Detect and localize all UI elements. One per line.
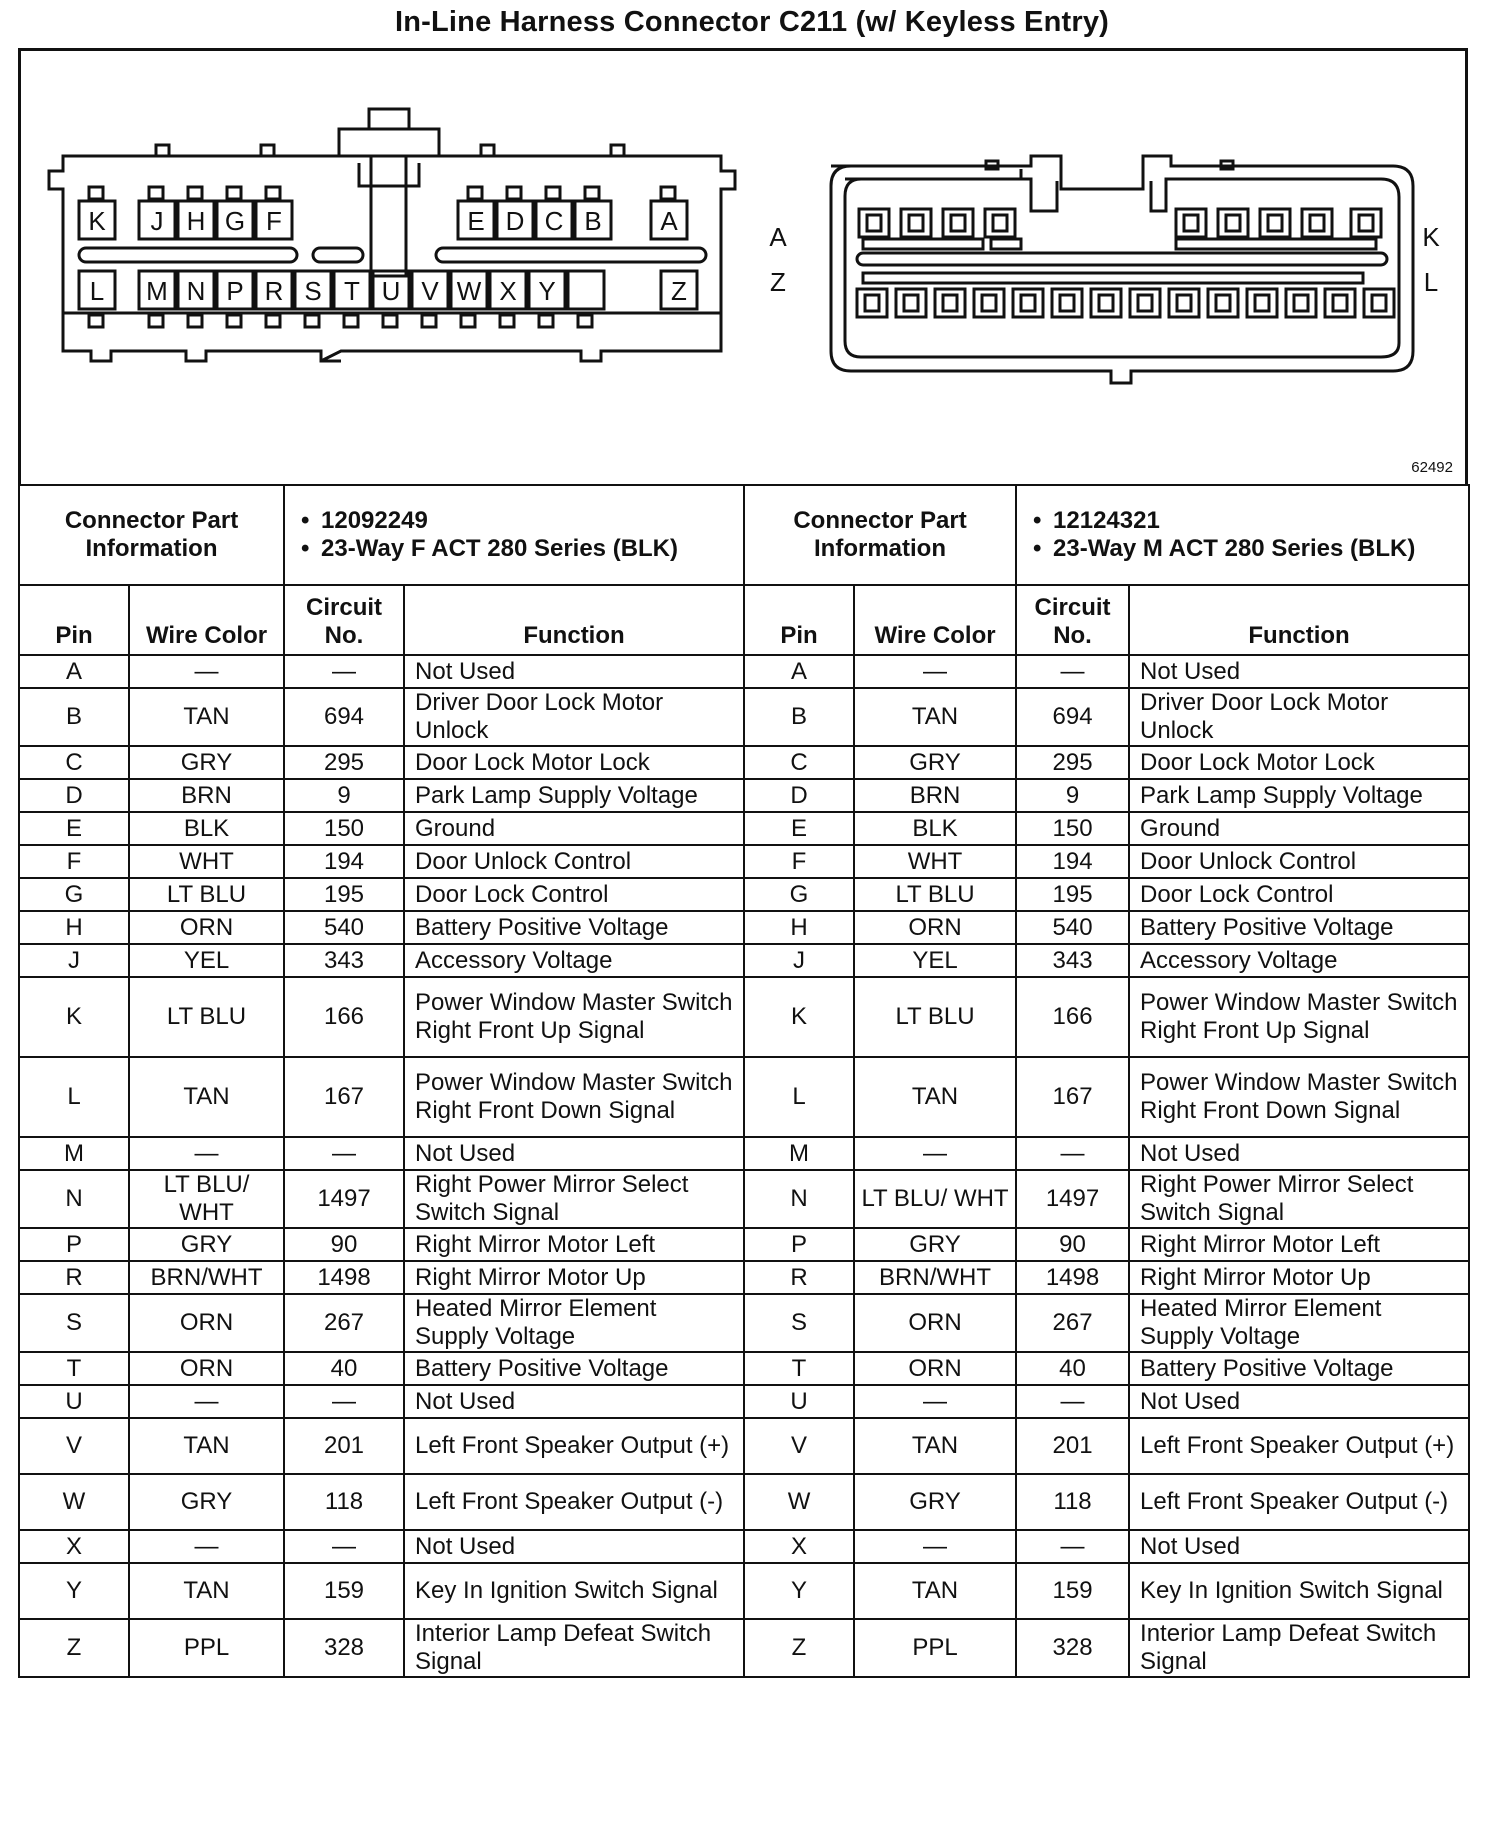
circuit-cell: — bbox=[284, 655, 404, 688]
function-cell: Left Front Speaker Output (-) bbox=[404, 1474, 744, 1530]
circuit-cell: 195 bbox=[1016, 878, 1129, 911]
function-cell: Door Lock Control bbox=[1129, 878, 1469, 911]
column-header-row bbox=[19, 585, 1469, 655]
pin-cell: K bbox=[744, 977, 854, 1057]
table-row bbox=[19, 1619, 1469, 1677]
pin-cell: M bbox=[19, 1137, 129, 1170]
function-cell: Driver Door Lock Motor Unlock bbox=[1129, 688, 1469, 746]
pin-cell: Z bbox=[19, 1619, 129, 1677]
table-row bbox=[19, 1137, 1469, 1170]
header-wire-color: Wire Color bbox=[854, 585, 1016, 655]
pin-cell: A bbox=[744, 655, 854, 688]
female-pin-label-bottom: N bbox=[186, 276, 206, 306]
pin-cell: J bbox=[19, 944, 129, 977]
female-pin-label-bottom: L bbox=[89, 276, 105, 306]
wire-color-cell: LT BLU bbox=[854, 878, 1016, 911]
wire-color-cell: — bbox=[854, 1530, 1016, 1563]
function-cell: Not Used bbox=[1129, 655, 1469, 688]
pin-cell: A bbox=[19, 655, 129, 688]
part-number-right: • 12124321 bbox=[1053, 507, 1458, 535]
function-cell: Battery Positive Voltage bbox=[404, 1352, 744, 1385]
function-cell: Left Front Speaker Output (+) bbox=[404, 1418, 744, 1474]
function-cell: Accessory Voltage bbox=[1129, 944, 1469, 977]
circuit-cell: — bbox=[1016, 655, 1129, 688]
pin-cell: C bbox=[19, 746, 129, 779]
circuit-cell: 1498 bbox=[1016, 1261, 1129, 1294]
male-connector-body bbox=[831, 156, 1413, 383]
pin-cell: B bbox=[19, 688, 129, 746]
female-pin-label-bottom: M bbox=[146, 276, 168, 306]
circuit-cell: 194 bbox=[1016, 845, 1129, 878]
table-row bbox=[19, 1294, 1469, 1352]
wire-color-cell: TAN bbox=[854, 688, 1016, 746]
pin-cell: L bbox=[744, 1057, 854, 1137]
pin-cell: U bbox=[744, 1385, 854, 1418]
function-cell: Interior Lamp Defeat Switch Signal bbox=[404, 1619, 744, 1677]
header-circuit-no: Circuit No. bbox=[1016, 585, 1129, 655]
wire-color-cell: TAN bbox=[129, 1563, 284, 1619]
wire-color-cell: LT BLU/ WHT bbox=[854, 1170, 1016, 1228]
function-cell: Door Unlock Control bbox=[404, 845, 744, 878]
circuit-cell: 195 bbox=[284, 878, 404, 911]
part-number-left: • 12092249 bbox=[321, 507, 733, 535]
circuit-cell: — bbox=[1016, 1385, 1129, 1418]
pin-cell: T bbox=[744, 1352, 854, 1385]
connector-drawing bbox=[21, 51, 1465, 484]
part-info-right bbox=[1016, 485, 1469, 585]
pin-cell: G bbox=[19, 878, 129, 911]
function-cell: Interior Lamp Defeat Switch Signal bbox=[1129, 1619, 1469, 1677]
circuit-cell: 201 bbox=[284, 1418, 404, 1474]
circuit-cell: 267 bbox=[1016, 1294, 1129, 1352]
pin-cell: F bbox=[744, 845, 854, 878]
wire-color-cell: ORN bbox=[854, 911, 1016, 944]
pin-cell: U bbox=[19, 1385, 129, 1418]
female-pin-label-bottom: R bbox=[264, 276, 284, 306]
wire-color-cell: WHT bbox=[129, 845, 284, 878]
pin-cell: S bbox=[19, 1294, 129, 1352]
wire-color-cell: GRY bbox=[854, 1474, 1016, 1530]
wire-color-cell: ORN bbox=[854, 1294, 1016, 1352]
table-row bbox=[19, 1563, 1469, 1619]
wire-color-cell: — bbox=[129, 1385, 284, 1418]
pin-cell: M bbox=[744, 1137, 854, 1170]
female-pin-label-bottom: V bbox=[421, 276, 439, 306]
wire-color-cell: PPL bbox=[854, 1619, 1016, 1677]
pin-cell: W bbox=[744, 1474, 854, 1530]
function-cell: Heated Mirror Element Supply Voltage bbox=[1129, 1294, 1469, 1352]
wire-color-cell: ORN bbox=[129, 911, 284, 944]
circuit-cell: 167 bbox=[1016, 1057, 1129, 1137]
part-info-label-right: Connector Part Information bbox=[744, 485, 1016, 585]
pinout-table bbox=[18, 484, 1470, 1678]
pin-cell: R bbox=[744, 1261, 854, 1294]
table-row bbox=[19, 1261, 1469, 1294]
table-row bbox=[19, 1228, 1469, 1261]
pin-cell: E bbox=[744, 812, 854, 845]
pin-cell: D bbox=[19, 779, 129, 812]
header-circuit-no: Circuit No. bbox=[284, 585, 404, 655]
wire-color-cell: — bbox=[854, 1385, 1016, 1418]
table-row bbox=[19, 688, 1469, 746]
pin-cell: V bbox=[19, 1418, 129, 1474]
table-row bbox=[19, 779, 1469, 812]
header-pin: Pin bbox=[19, 585, 129, 655]
wire-color-cell: BRN bbox=[129, 779, 284, 812]
table-row bbox=[19, 1170, 1469, 1228]
wire-color-cell: BRN bbox=[854, 779, 1016, 812]
pin-cell: R bbox=[19, 1261, 129, 1294]
circuit-cell: 118 bbox=[1016, 1474, 1129, 1530]
female-pin-label-top: A bbox=[660, 206, 678, 236]
wire-color-cell: ORN bbox=[129, 1352, 284, 1385]
pin-cell: D bbox=[744, 779, 854, 812]
wire-color-cell: — bbox=[129, 1530, 284, 1563]
female-pin-label-bottom: Y bbox=[538, 276, 556, 306]
function-cell: Power Window Master Switch Right Front Down Signal bbox=[1129, 1057, 1469, 1137]
wire-color-cell: TAN bbox=[129, 688, 284, 746]
circuit-cell: 167 bbox=[284, 1057, 404, 1137]
pin-cell: N bbox=[744, 1170, 854, 1228]
wire-color-cell: — bbox=[854, 655, 1016, 688]
female-latch bbox=[339, 109, 439, 276]
pin-cell: L bbox=[19, 1057, 129, 1137]
function-cell: Ground bbox=[404, 812, 744, 845]
function-cell: Not Used bbox=[404, 1385, 744, 1418]
circuit-cell: — bbox=[284, 1137, 404, 1170]
wire-color-cell: YEL bbox=[854, 944, 1016, 977]
function-cell: Left Front Speaker Output (-) bbox=[1129, 1474, 1469, 1530]
circuit-cell: 1497 bbox=[1016, 1170, 1129, 1228]
female-pin-label-bottom: U bbox=[381, 276, 401, 306]
wire-color-cell: GRY bbox=[129, 1474, 284, 1530]
function-cell: Key In Ignition Switch Signal bbox=[404, 1563, 744, 1619]
table-row bbox=[19, 1352, 1469, 1385]
header-function: Function bbox=[1129, 585, 1469, 655]
circuit-cell: — bbox=[284, 1530, 404, 1563]
function-cell: Battery Positive Voltage bbox=[1129, 1352, 1469, 1385]
circuit-cell: 1497 bbox=[284, 1170, 404, 1228]
circuit-cell: 201 bbox=[1016, 1418, 1129, 1474]
table-row bbox=[19, 944, 1469, 977]
pin-cell: P bbox=[744, 1228, 854, 1261]
pin-cell: N bbox=[19, 1170, 129, 1228]
function-cell: Key In Ignition Switch Signal bbox=[1129, 1563, 1469, 1619]
pin-cell: E bbox=[19, 812, 129, 845]
table-row bbox=[19, 911, 1469, 944]
female-pin-label-top: K bbox=[88, 206, 106, 236]
header-wire-color: Wire Color bbox=[129, 585, 284, 655]
circuit-cell: 150 bbox=[1016, 812, 1129, 845]
circuit-cell: 118 bbox=[284, 1474, 404, 1530]
part-info-row bbox=[19, 485, 1469, 585]
wire-color-cell: — bbox=[854, 1137, 1016, 1170]
circuit-cell: 343 bbox=[284, 944, 404, 977]
function-cell: Park Lamp Supply Voltage bbox=[404, 779, 744, 812]
circuit-cell: 1498 bbox=[284, 1261, 404, 1294]
page-title: In-Line Harness Connector C211 (w/ Keyless Entry) bbox=[394, 6, 1110, 38]
wire-color-cell: TAN bbox=[129, 1057, 284, 1137]
pin-cell: H bbox=[744, 911, 854, 944]
function-cell: Heated Mirror Element Supply Voltage bbox=[404, 1294, 744, 1352]
pin-cell: V bbox=[744, 1418, 854, 1474]
function-cell: Ground bbox=[1129, 812, 1469, 845]
circuit-cell: 9 bbox=[284, 779, 404, 812]
circuit-cell: 540 bbox=[1016, 911, 1129, 944]
table-row bbox=[19, 1474, 1469, 1530]
circuit-cell: 694 bbox=[284, 688, 404, 746]
function-cell: Right Mirror Motor Left bbox=[404, 1228, 744, 1261]
pin-cell: X bbox=[744, 1530, 854, 1563]
pin-cell: X bbox=[19, 1530, 129, 1563]
table-row bbox=[19, 655, 1469, 688]
female-pin-label-top: G bbox=[224, 206, 246, 236]
male-side-label: Z bbox=[770, 267, 786, 297]
circuit-cell: 9 bbox=[1016, 779, 1129, 812]
function-cell: Driver Door Lock Motor Unlock bbox=[404, 688, 744, 746]
table-row bbox=[19, 1530, 1469, 1563]
function-cell: Battery Positive Voltage bbox=[404, 911, 744, 944]
wire-color-cell: LT BLU/ WHT bbox=[129, 1170, 284, 1228]
female-pin-label-top: E bbox=[467, 206, 485, 236]
circuit-cell: 295 bbox=[284, 746, 404, 779]
wire-color-cell: GRY bbox=[129, 1228, 284, 1261]
table-row bbox=[19, 845, 1469, 878]
wire-color-cell: ORN bbox=[129, 1294, 284, 1352]
female-pin-label-top: D bbox=[505, 206, 525, 236]
pin-cell: P bbox=[19, 1228, 129, 1261]
wire-color-cell: GRY bbox=[854, 1228, 1016, 1261]
part-description-right: • 23-Way M ACT 280 Series (BLK) bbox=[1053, 535, 1458, 563]
wire-color-cell: LT BLU bbox=[129, 878, 284, 911]
pin-cell: K bbox=[19, 977, 129, 1057]
female-pin-label-top: J bbox=[150, 206, 164, 236]
part-description-left: • 23-Way F ACT 280 Series (BLK) bbox=[321, 535, 733, 563]
table-row bbox=[19, 1385, 1469, 1418]
function-cell: Not Used bbox=[404, 1137, 744, 1170]
circuit-cell: 328 bbox=[1016, 1619, 1129, 1677]
pin-cell: B bbox=[744, 688, 854, 746]
wire-color-cell: BRN/WHT bbox=[854, 1261, 1016, 1294]
circuit-cell: 166 bbox=[284, 977, 404, 1057]
function-cell: Power Window Master Switch Right Front Up Signal bbox=[1129, 977, 1469, 1057]
table-row bbox=[19, 1418, 1469, 1474]
female-pin-label-bottom: W bbox=[456, 276, 482, 306]
circuit-cell: 159 bbox=[1016, 1563, 1129, 1619]
wire-color-cell: — bbox=[129, 655, 284, 688]
circuit-cell: — bbox=[1016, 1530, 1129, 1563]
pin-cell: G bbox=[744, 878, 854, 911]
function-cell: Right Mirror Motor Up bbox=[1129, 1261, 1469, 1294]
function-cell: Not Used bbox=[1129, 1530, 1469, 1563]
pin-cell: Y bbox=[744, 1563, 854, 1619]
pin-cell: S bbox=[744, 1294, 854, 1352]
female-pin-label-top: F bbox=[266, 206, 282, 236]
table-row bbox=[19, 977, 1469, 1057]
wire-color-cell: GRY bbox=[129, 746, 284, 779]
header-function: Function bbox=[404, 585, 744, 655]
circuit-cell: 90 bbox=[1016, 1228, 1129, 1261]
pin-cell: F bbox=[19, 845, 129, 878]
wire-color-cell: TAN bbox=[854, 1418, 1016, 1474]
pin-cell: C bbox=[744, 746, 854, 779]
function-cell: Right Power Mirror Select Switch Signal bbox=[404, 1170, 744, 1228]
circuit-cell: — bbox=[1016, 1137, 1129, 1170]
table-row bbox=[19, 746, 1469, 779]
female-pin-label-top: C bbox=[544, 206, 564, 236]
male-side-label: L bbox=[1423, 267, 1439, 297]
wire-color-cell: ORN bbox=[854, 1352, 1016, 1385]
wire-color-cell: GRY bbox=[854, 746, 1016, 779]
function-cell: Door Lock Motor Lock bbox=[404, 746, 744, 779]
female-pin-label-bottom: T bbox=[344, 276, 360, 306]
function-cell: Not Used bbox=[1129, 1137, 1469, 1170]
wire-color-cell: YEL bbox=[129, 944, 284, 977]
wire-color-cell: BLK bbox=[129, 812, 284, 845]
wire-color-cell: TAN bbox=[129, 1418, 284, 1474]
function-cell: Not Used bbox=[404, 1530, 744, 1563]
female-pin-label-top: B bbox=[584, 206, 602, 236]
circuit-cell: 40 bbox=[284, 1352, 404, 1385]
table-row bbox=[19, 812, 1469, 845]
function-cell: Battery Positive Voltage bbox=[1129, 911, 1469, 944]
female-pin-label-bottom: X bbox=[499, 276, 517, 306]
wire-color-cell: — bbox=[129, 1137, 284, 1170]
circuit-cell: 295 bbox=[1016, 746, 1129, 779]
part-info-label-left: Connector Part Information bbox=[19, 485, 284, 585]
female-pin-label-bottom: P bbox=[226, 276, 244, 306]
function-cell: Door Lock Control bbox=[404, 878, 744, 911]
table-row bbox=[19, 1057, 1469, 1137]
function-cell: Power Window Master Switch Right Front Down Signal bbox=[404, 1057, 744, 1137]
table-row bbox=[19, 878, 1469, 911]
female-pin-label-top: H bbox=[186, 206, 206, 236]
part-info-left bbox=[284, 485, 744, 585]
wire-color-cell: TAN bbox=[854, 1057, 1016, 1137]
figure-number: 62492 bbox=[1411, 459, 1453, 476]
wire-color-cell: TAN bbox=[854, 1563, 1016, 1619]
wire-color-cell: LT BLU bbox=[854, 977, 1016, 1057]
circuit-cell: 40 bbox=[1016, 1352, 1129, 1385]
wire-color-cell: WHT bbox=[854, 845, 1016, 878]
circuit-cell: 694 bbox=[1016, 688, 1129, 746]
function-cell: Not Used bbox=[404, 655, 744, 688]
wire-color-cell: PPL bbox=[129, 1619, 284, 1677]
male-side-label: A bbox=[769, 222, 787, 252]
circuit-cell: 328 bbox=[284, 1619, 404, 1677]
male-side-label: K bbox=[1422, 222, 1440, 252]
pin-cell: Z bbox=[744, 1619, 854, 1677]
circuit-cell: 150 bbox=[284, 812, 404, 845]
circuit-cell: 166 bbox=[1016, 977, 1129, 1057]
wire-color-cell: LT BLU bbox=[129, 977, 284, 1057]
pin-cell: H bbox=[19, 911, 129, 944]
header-pin: Pin bbox=[744, 585, 854, 655]
function-cell: Not Used bbox=[1129, 1385, 1469, 1418]
function-cell: Power Window Master Switch Right Front Up Signal bbox=[404, 977, 744, 1057]
pin-cell: W bbox=[19, 1474, 129, 1530]
function-cell: Accessory Voltage bbox=[404, 944, 744, 977]
function-cell: Right Mirror Motor Left bbox=[1129, 1228, 1469, 1261]
function-cell: Left Front Speaker Output (+) bbox=[1129, 1418, 1469, 1474]
pin-cell: J bbox=[744, 944, 854, 977]
female-pin-label-bottom: S bbox=[304, 276, 322, 306]
circuit-cell: 194 bbox=[284, 845, 404, 878]
wire-color-cell: BLK bbox=[854, 812, 1016, 845]
circuit-cell: 343 bbox=[1016, 944, 1129, 977]
circuit-cell: 159 bbox=[284, 1563, 404, 1619]
function-cell: Park Lamp Supply Voltage bbox=[1129, 779, 1469, 812]
function-cell: Door Lock Motor Lock bbox=[1129, 746, 1469, 779]
circuit-cell: — bbox=[284, 1385, 404, 1418]
pin-cell: T bbox=[19, 1352, 129, 1385]
circuit-cell: 90 bbox=[284, 1228, 404, 1261]
circuit-cell: 540 bbox=[284, 911, 404, 944]
function-cell: Door Unlock Control bbox=[1129, 845, 1469, 878]
pin-cell: Y bbox=[19, 1563, 129, 1619]
function-cell: Right Power Mirror Select Switch Signal bbox=[1129, 1170, 1469, 1228]
circuit-cell: 267 bbox=[284, 1294, 404, 1352]
connector-diagram bbox=[18, 48, 1468, 484]
function-cell: Right Mirror Motor Up bbox=[404, 1261, 744, 1294]
wire-color-cell: BRN/WHT bbox=[129, 1261, 284, 1294]
female-pin-label-bottom: Z bbox=[671, 276, 687, 306]
